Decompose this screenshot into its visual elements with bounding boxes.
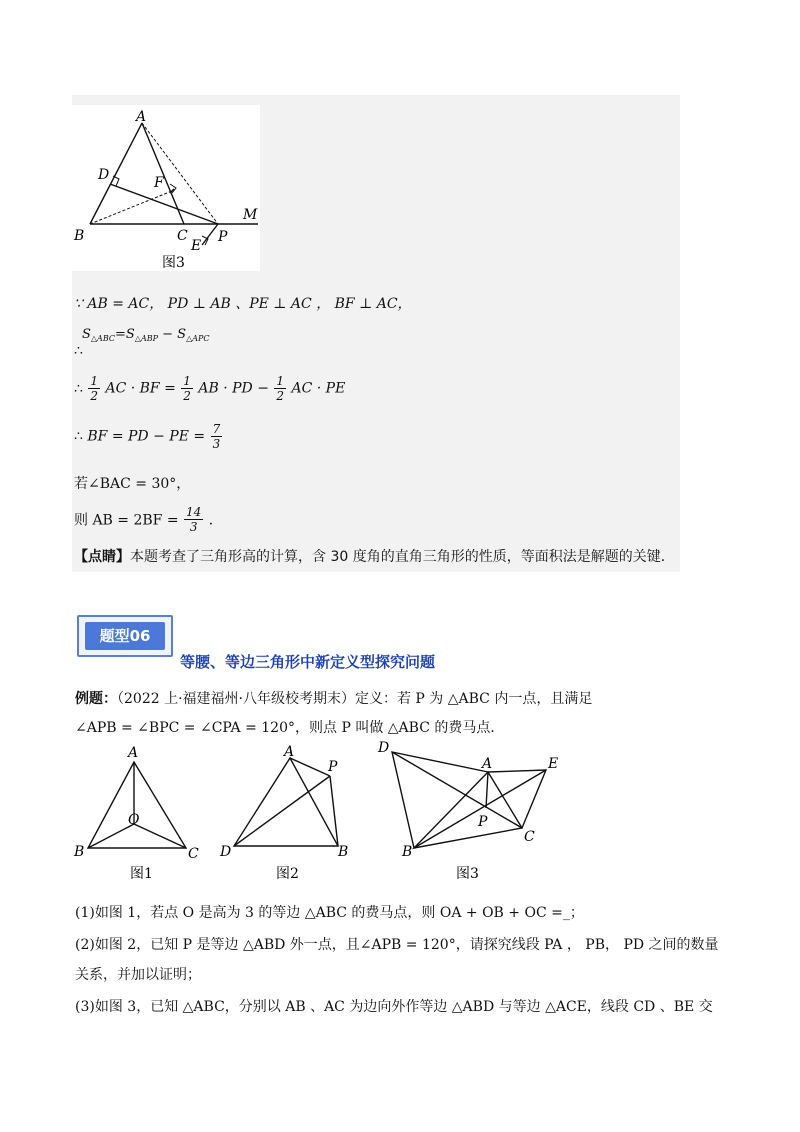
point-label-B: B (74, 228, 85, 244)
section-badge-label: 题型06 (85, 622, 165, 650)
point-label-F: F (154, 175, 164, 191)
solution-line-5: 若∠BAC = 30°， (74, 476, 191, 492)
fig1-label-O: O (128, 812, 140, 828)
fig3-caption: 图3 (456, 866, 479, 882)
fig1-label-C: C (188, 846, 199, 862)
solution-block: A D F B C E P M 图3 ∵ AB = AC， PD ⊥ AB 、PE ⊥ AC ， BF ⊥ AC， ∴ $S_{\triangle ABC}=S_{\triangle ABP} - S_{\triangle APC}$ ∴ $\frac{1}{2}$ AC · BF = $\frac{1}{2}$ AB · PD − $\frac{1}{2}$ AC · PE ∴ BF = PD − PE = $\frac{7}{3}$ 若∠BAC = 30°， 则 AB = 2BF = $\frac{14}{3}$ ． 【点睛】本题考查了三角形高的计算，含 30 度角的直角三角形的性质，等面积法是解题的关键． (72, 95, 680, 572)
fig2-label-B: B (338, 844, 349, 860)
question-2-line-2: 关系，并加以证明； (75, 967, 201, 983)
fermat-figure-2 (218, 742, 358, 887)
fig2-label-D: D (220, 844, 232, 860)
example-line-2: ∠APB = ∠BPC = ∠CPA = 120°，则点 P 叫做 △ABC 的费马点． (75, 720, 505, 736)
solution-line-6: 则 AB = 2BF = $\frac{14}{3}$ ． (74, 505, 223, 534)
fig3-label-C: C (524, 829, 535, 845)
solution-figure (72, 105, 260, 271)
example-line-1: 例题：（2022 上·福建福州·八年级校考期末）定义：若 P 为 △ABC 内一点，且满足 (75, 691, 593, 707)
question-1: (1)如图 1，若点 O 是高为 3 的等边 △ABC 的费马点，则 OA + OB + OC =_； (75, 905, 584, 921)
fig2-caption: 图2 (276, 866, 299, 882)
figure-caption: 图3 (162, 255, 185, 271)
fermat-figure-1 (70, 742, 200, 887)
fig2-label-P: P (328, 759, 338, 775)
comment-line: 【点睛】本题考查了三角形高的计算，含 30 度角的直角三角形的性质，等面积法是解题的关键． (74, 549, 675, 565)
solution-line-3: ∴ $\frac{1}{2}$ AC · BF = $\frac{1}{2}$ AB · PD − $\frac{1}{2}$ AC · PE (74, 374, 346, 403)
point-label-P: P (218, 229, 228, 245)
question-3: (3)如图 3，已知 △ABC，分别以 AB 、AC 为边向外作等边 △ABD 与等边 △ACE，线段 CD 、BE 交 (75, 999, 713, 1015)
fig3-label-E: E (548, 756, 559, 772)
fig2-label-A: A (284, 744, 295, 760)
fig1-caption: 图1 (130, 866, 153, 882)
section-badge (77, 615, 173, 657)
fig3-label-P: P (478, 814, 488, 830)
solution-line-4: ∴ BF = PD − PE = $\frac{7}{3}$ (74, 422, 221, 451)
point-label-A: A (136, 109, 147, 125)
fermat-figure-3 (372, 738, 572, 888)
fig3-label-A: A (482, 756, 493, 772)
solution-line-1: ∵ AB = AC， PD ⊥ AB 、PE ⊥ AC ， BF ⊥ AC， (74, 296, 412, 312)
fig1-label-B: B (74, 844, 85, 860)
question-2-line-1: (2)如图 2，已知 P 是等边 △ABD 外一点，且∠APB = 120°，请探究线段 PA ， PB， PD 之间的数量 (75, 937, 719, 953)
point-label-M: M (243, 207, 258, 223)
point-label-C: C (177, 228, 188, 244)
triangle-figure-3 (72, 105, 260, 271)
point-label-E: E (191, 238, 202, 254)
section-title: 等腰、等边三角形中新定义型探究问题 (180, 653, 436, 671)
fig3-label-B: B (402, 844, 413, 860)
point-label-D: D (98, 167, 110, 183)
fig1-label-A: A (128, 745, 139, 761)
fig3-label-D: D (378, 740, 390, 756)
